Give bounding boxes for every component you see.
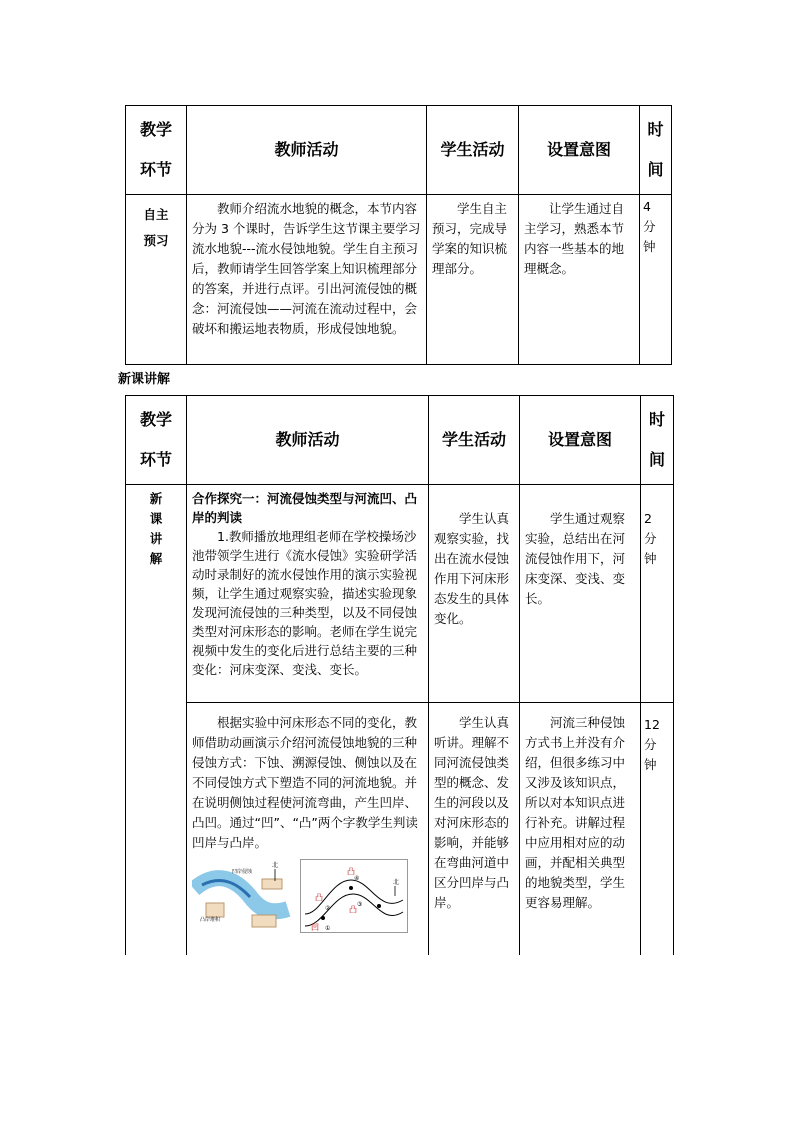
erosion-diagrams: [192, 859, 423, 933]
stage-new-lesson: 新 课 讲 解: [126, 485, 187, 955]
header-time: 时 间: [641, 396, 674, 485]
teacher-activity: 教师介绍流水地貌的概念，本节内容分为 3 个课时，告诉学生这节课主要学习流水地貌---流水侵蚀地貌。学生自主预习后，教师请学生回答学案上知识梳理部分的答案，并进行点评。引出河流侵蚀的概念：河流侵蚀——河流在流动过程中，会破坏和搬运地表物质，形成侵蚀地貌。: [187, 195, 427, 365]
svg-text:①: ①: [325, 925, 331, 932]
design-intent: 河流三种侵蚀方式书上并没有介绍，但很多练习中又涉及该知识点，所以对本知识点进行补充。讲解过程中应用相对应的动画，并配相关典型的地貌类型，学生更容易理解。: [520, 703, 641, 955]
student-activity: 学生自主预习，完成导学案的知识梳理部分。: [427, 195, 519, 365]
inquiry-heading: 合作探究一：河流侵蚀类型与河流凹、凸岸的判读: [192, 491, 418, 525]
svg-text:凸岸堆积: 凸岸堆积: [200, 917, 221, 923]
svg-text:凸: 凸: [347, 867, 355, 876]
header-teacher: 教师活动: [187, 106, 427, 195]
header-intent: 设置意图: [519, 106, 640, 195]
header-intent: 设置意图: [520, 396, 641, 485]
header-stage: 教学 环节: [126, 106, 187, 195]
teacher-activity: 合作探究一：河流侵蚀类型与河流凹、凸岸的判读 1.教师播放地理组老师在学校操场沙池带领学生进行《流水侵蚀》实验研学活动时录制好的流水侵蚀作用的演示实验视频，让学生通过观察实验，描述实验现象发现河流侵蚀的三种类型，以及不同侵蚀类型对河床形态的影响。老师在学生说完视频中发生的变化后进行总结主要的三种变化：河床变深、变浅、变长。: [187, 485, 429, 703]
river-bend-diagram: [192, 859, 292, 931]
student-activity: 学生认真听讲。理解不同河流侵蚀类型的概念、发生的河段以及对河床形态的影响，并能够在弯曲河道中区分凹岸与凸岸。: [429, 703, 520, 955]
time-cell: 12 分 钟: [641, 703, 674, 955]
svg-text:③: ③: [357, 901, 363, 908]
time-cell: 4 分 钟: [640, 195, 672, 365]
header-student: 学生活动: [429, 396, 520, 485]
header-stage: 教学 环节: [126, 396, 187, 485]
teacher-activity: 根据实验中河床形态不同的变化，教师借助动画演示介绍河流侵蚀地貌的三种侵蚀方式：下蚀、溯源侵蚀、侧蚀以及在不同侵蚀方式下塑造不同的河流地貌。并在说明侧蚀过程使河流弯曲，产生凹岸、凸凹。通过“凹”、“凸”两个字教学生判读凹岸与凸岸。 凹岸侵蚀 凸岸堆积 北 凸 凸 凸 凹 ② ④ ③ ① 北: [187, 703, 429, 955]
header-time: 时 间: [640, 106, 672, 195]
svg-text:凹: 凹: [311, 923, 319, 932]
svg-text:④: ④: [354, 875, 360, 882]
stage-self-study: 自主 预习: [126, 195, 187, 365]
header-student: 学生活动: [427, 106, 519, 195]
svg-text:②: ②: [325, 905, 331, 912]
design-intent: 学生通过观察实验，总结出在河流侵蚀作用下，河床变深、变浅、变长。: [520, 485, 641, 703]
svg-text:北: 北: [272, 862, 279, 869]
design-intent: 让学生通过自主学习，熟悉本节内容一些基本的地理概念。: [519, 195, 640, 365]
student-activity: 学生认真观察实验，找出在流水侵蚀作用下河床形态发生的具体变化。: [429, 485, 520, 703]
section-title: 新课讲解: [118, 372, 171, 387]
svg-text:北: 北: [393, 879, 400, 886]
svg-text:凸: 凸: [349, 905, 357, 914]
time-cell: 2 分 钟: [641, 485, 674, 703]
lesson-table-new-lesson: [125, 395, 674, 955]
lesson-table-self-study: [125, 105, 672, 365]
header-teacher: 教师活动: [187, 396, 429, 485]
svg-text:凹岸侵蚀: 凹岸侵蚀: [232, 869, 253, 875]
svg-text:凸: 凸: [315, 893, 323, 902]
concave-convex-bank-diagram: [300, 859, 408, 933]
